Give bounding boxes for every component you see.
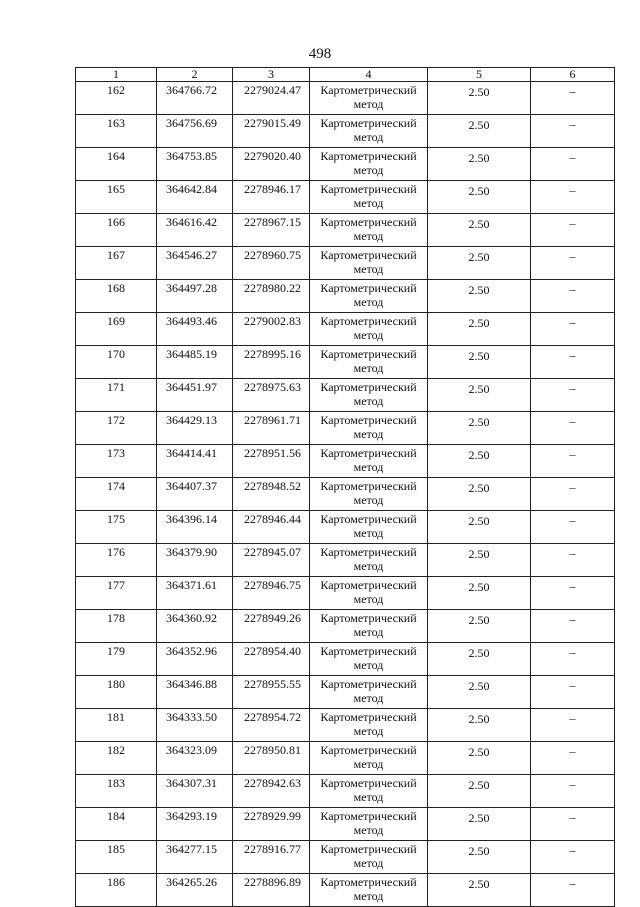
method-line-2: метод [353,592,384,606]
table-row [76,577,615,610]
note-cell: – [531,379,615,412]
x-coordinate-cell: 364265.26 [157,874,233,907]
accuracy-cell: 2.50 [428,709,531,742]
note-cell: – [531,841,615,874]
method-line-1: Картометрический [320,83,417,97]
method-line-1: Картометрический [320,677,417,691]
method-line-2: метод [353,328,384,342]
method-line-1: Картометрический [320,116,417,130]
note-cell: – [531,247,615,280]
table-row [76,610,615,643]
y-coordinate-cell: 2278946.44 [233,511,310,544]
method-line-1: Картометрический [320,512,417,526]
accuracy-cell: 2.50 [428,544,531,577]
method-cell [310,709,428,742]
point-number-cell: 183 [76,775,157,808]
note-cell: – [531,676,615,709]
method-line-2: метод [353,130,384,144]
method-line-1: Картометрический [320,710,417,724]
accuracy-cell: 2.50 [428,643,531,676]
x-coordinate-cell: 364493.46 [157,313,233,346]
table-row [76,115,615,148]
y-coordinate-cell: 2278961.71 [233,412,310,445]
table-row [76,676,615,709]
table-row [76,280,615,313]
y-coordinate-cell: 2278954.40 [233,643,310,676]
note-cell: – [531,346,615,379]
method-line-1: Картометрический [320,446,417,460]
x-coordinate-cell: 364352.96 [157,643,233,676]
method-line-1: Картометрический [320,347,417,361]
point-number-cell: 170 [76,346,157,379]
method-cell [310,610,428,643]
note-cell: – [531,544,615,577]
method-cell [310,181,428,214]
y-coordinate-cell: 2278942.63 [233,775,310,808]
note-cell: – [531,214,615,247]
table-row [76,379,615,412]
y-coordinate-cell: 2278929.99 [233,808,310,841]
method-line-2: метод [353,97,384,111]
method-line-1: Картометрический [320,842,417,856]
point-number-cell: 178 [76,610,157,643]
method-line-1: Картометрический [320,875,417,889]
y-coordinate-cell: 2278960.75 [233,247,310,280]
y-coordinate-cell: 2278946.75 [233,577,310,610]
y-coordinate-cell: 2279002.83 [233,313,310,346]
method-cell [310,577,428,610]
x-coordinate-cell: 364642.84 [157,181,233,214]
x-coordinate-cell: 364293.19 [157,808,233,841]
table-row [76,775,615,808]
x-coordinate-cell: 364379.90 [157,544,233,577]
table-row [76,709,615,742]
method-line-2: метод [353,262,384,276]
header-col-5: 5 [428,68,531,82]
accuracy-cell: 2.50 [428,115,531,148]
method-cell [310,775,428,808]
point-number-cell: 185 [76,841,157,874]
point-number-cell: 181 [76,709,157,742]
method-line-2: метод [353,493,384,507]
header-col-1: 1 [76,68,157,82]
method-line-2: метод [353,823,384,837]
accuracy-cell: 2.50 [428,346,531,379]
accuracy-cell: 2.50 [428,181,531,214]
table-body [76,82,615,907]
method-line-2: метод [353,460,384,474]
point-number-cell: 179 [76,643,157,676]
accuracy-cell: 2.50 [428,280,531,313]
method-line-1: Картометрический [320,149,417,163]
x-coordinate-cell: 364414.41 [157,445,233,478]
x-coordinate-cell: 364371.61 [157,577,233,610]
x-coordinate-cell: 364307.31 [157,775,233,808]
page-number: 498 [308,46,332,62]
accuracy-cell: 2.50 [428,478,531,511]
y-coordinate-cell: 2278954.72 [233,709,310,742]
note-cell: – [531,808,615,841]
point-number-cell: 169 [76,313,157,346]
table-row [76,445,615,478]
method-line-1: Картометрический [320,809,417,823]
method-line-2: метод [353,427,384,441]
accuracy-cell: 2.50 [428,841,531,874]
method-line-1: Картометрический [320,380,417,394]
header-col-2: 2 [157,68,233,82]
x-coordinate-cell: 364407.37 [157,478,233,511]
point-number-cell: 166 [76,214,157,247]
accuracy-cell: 2.50 [428,214,531,247]
method-line-1: Картометрический [320,479,417,493]
method-cell [310,346,428,379]
x-coordinate-cell: 364766.72 [157,82,233,115]
point-number-cell: 182 [76,742,157,775]
table-row [76,874,615,907]
accuracy-cell: 2.50 [428,379,531,412]
method-line-1: Картометрический [320,611,417,625]
note-cell: – [531,775,615,808]
method-line-1: Картометрический [320,413,417,427]
table-row [76,313,615,346]
method-cell [310,643,428,676]
method-line-2: метод [353,295,384,309]
point-number-cell: 167 [76,247,157,280]
note-cell: – [531,148,615,181]
method-line-2: метод [353,658,384,672]
note-cell: – [531,610,615,643]
note-cell: – [531,82,615,115]
x-coordinate-cell: 364616.42 [157,214,233,247]
x-coordinate-cell: 364323.09 [157,742,233,775]
method-cell [310,148,428,181]
method-cell [310,115,428,148]
method-line-1: Картометрический [320,578,417,592]
method-cell [310,280,428,313]
method-line-2: метод [353,559,384,573]
table-row [76,742,615,775]
y-coordinate-cell: 2278951.56 [233,445,310,478]
table-row [76,412,615,445]
method-line-2: метод [353,163,384,177]
point-number-cell: 174 [76,478,157,511]
x-coordinate-cell: 364753.85 [157,148,233,181]
table-row [76,643,615,676]
y-coordinate-cell: 2278916.77 [233,841,310,874]
x-coordinate-cell: 364277.15 [157,841,233,874]
accuracy-cell: 2.50 [428,247,531,280]
point-number-cell: 186 [76,874,157,907]
method-cell [310,82,428,115]
accuracy-cell: 2.50 [428,412,531,445]
method-line-1: Картометрический [320,743,417,757]
method-line-2: метод [353,196,384,210]
y-coordinate-cell: 2278945.07 [233,544,310,577]
method-line-2: метод [353,691,384,705]
note-cell: – [531,511,615,544]
method-line-2: метод [353,790,384,804]
method-line-2: метод [353,394,384,408]
y-coordinate-cell: 2278949.26 [233,610,310,643]
x-coordinate-cell: 364429.13 [157,412,233,445]
table-row [76,478,615,511]
x-coordinate-cell: 364360.92 [157,610,233,643]
y-coordinate-cell: 2279024.47 [233,82,310,115]
point-number-cell: 164 [76,148,157,181]
point-number-cell: 163 [76,115,157,148]
method-line-1: Картометрический [320,314,417,328]
table-row [76,544,615,577]
method-cell [310,412,428,445]
note-cell: – [531,313,615,346]
y-coordinate-cell: 2278967.15 [233,214,310,247]
y-coordinate-cell: 2278950.81 [233,742,310,775]
table-row [76,82,615,115]
note-cell: – [531,478,615,511]
method-cell [310,247,428,280]
table-header-row [76,68,615,82]
y-coordinate-cell: 2278948.52 [233,478,310,511]
accuracy-cell: 2.50 [428,577,531,610]
method-line-2: метод [353,856,384,870]
method-line-1: Картометрический [320,281,417,295]
note-cell: – [531,874,615,907]
point-number-cell: 165 [76,181,157,214]
table-row [76,511,615,544]
table-row [76,346,615,379]
table-row [76,247,615,280]
method-line-1: Картометрический [320,776,417,790]
y-coordinate-cell: 2278995.16 [233,346,310,379]
x-coordinate-cell: 364333.50 [157,709,233,742]
y-coordinate-cell: 2279020.40 [233,148,310,181]
method-line-2: метод [353,724,384,738]
accuracy-cell: 2.50 [428,82,531,115]
point-number-cell: 172 [76,412,157,445]
method-line-2: метод [353,757,384,771]
table-row [76,808,615,841]
note-cell: – [531,742,615,775]
accuracy-cell: 2.50 [428,808,531,841]
method-cell [310,841,428,874]
point-number-cell: 175 [76,511,157,544]
method-line-2: метод [353,361,384,375]
table-row [76,148,615,181]
accuracy-cell: 2.50 [428,775,531,808]
point-number-cell: 168 [76,280,157,313]
x-coordinate-cell: 364546.27 [157,247,233,280]
coordinates-table [75,67,615,907]
note-cell: – [531,577,615,610]
table-row [76,841,615,874]
table-row [76,181,615,214]
point-number-cell: 184 [76,808,157,841]
method-cell [310,742,428,775]
method-line-2: метод [353,889,384,903]
note-cell: – [531,445,615,478]
y-coordinate-cell: 2278980.22 [233,280,310,313]
method-cell [310,808,428,841]
method-cell [310,478,428,511]
y-coordinate-cell: 2278975.63 [233,379,310,412]
x-coordinate-cell: 364756.69 [157,115,233,148]
accuracy-cell: 2.50 [428,874,531,907]
note-cell: – [531,181,615,214]
header-col-6: 6 [531,68,615,82]
method-cell [310,544,428,577]
method-line-2: метод [353,229,384,243]
method-line-2: метод [353,625,384,639]
method-line-1: Картометрический [320,215,417,229]
accuracy-cell: 2.50 [428,445,531,478]
accuracy-cell: 2.50 [428,676,531,709]
accuracy-cell: 2.50 [428,610,531,643]
y-coordinate-cell: 2279015.49 [233,115,310,148]
method-cell [310,445,428,478]
point-number-cell: 171 [76,379,157,412]
x-coordinate-cell: 364346.88 [157,676,233,709]
note-cell: – [531,280,615,313]
method-cell [310,214,428,247]
y-coordinate-cell: 2278946.17 [233,181,310,214]
x-coordinate-cell: 364485.19 [157,346,233,379]
header-col-4: 4 [310,68,428,82]
x-coordinate-cell: 364497.28 [157,280,233,313]
x-coordinate-cell: 364396.14 [157,511,233,544]
point-number-cell: 176 [76,544,157,577]
note-cell: – [531,412,615,445]
accuracy-cell: 2.50 [428,511,531,544]
accuracy-cell: 2.50 [428,313,531,346]
scan-artifact [620,852,622,874]
method-line-1: Картометрический [320,545,417,559]
method-line-1: Картометрический [320,182,417,196]
method-cell [310,379,428,412]
point-number-cell: 180 [76,676,157,709]
method-cell [310,511,428,544]
point-number-cell: 173 [76,445,157,478]
method-cell [310,874,428,907]
method-line-1: Картометрический [320,644,417,658]
table-row [76,214,615,247]
accuracy-cell: 2.50 [428,148,531,181]
y-coordinate-cell: 2278896.89 [233,874,310,907]
method-line-2: метод [353,526,384,540]
point-number-cell: 162 [76,82,157,115]
method-line-1: Картометрический [320,248,417,262]
method-cell [310,676,428,709]
note-cell: – [531,709,615,742]
method-cell [310,313,428,346]
header-col-3: 3 [233,68,310,82]
y-coordinate-cell: 2278955.55 [233,676,310,709]
x-coordinate-cell: 364451.97 [157,379,233,412]
point-number-cell: 177 [76,577,157,610]
note-cell: – [531,643,615,676]
note-cell: – [531,115,615,148]
accuracy-cell: 2.50 [428,742,531,775]
